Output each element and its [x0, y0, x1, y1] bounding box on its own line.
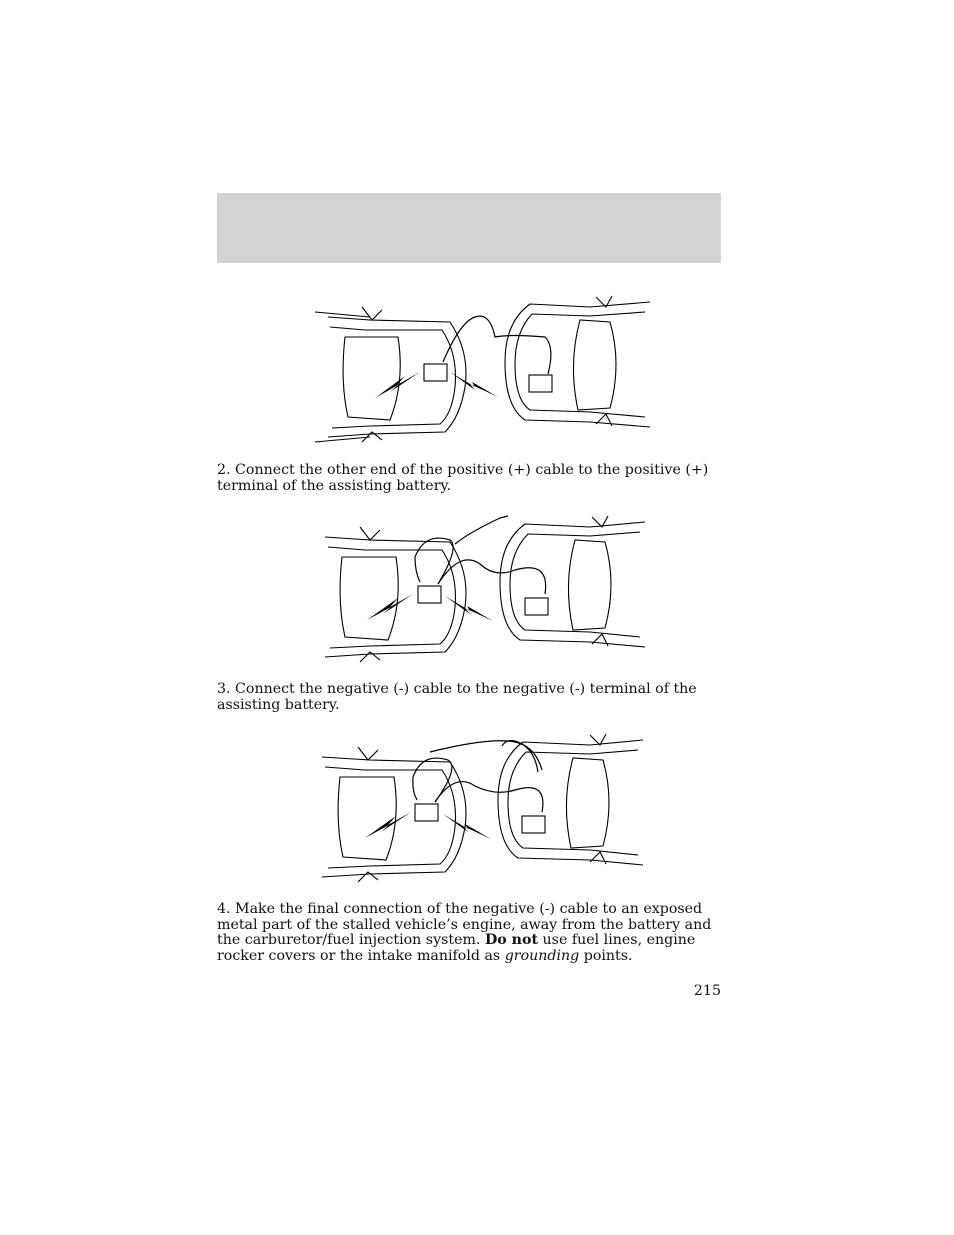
- jump-start-cars-diagram: [310, 732, 655, 887]
- step-3-text: 3. Connect the negative (-) cable to the negative (-) terminal of the assisting battery.: [217, 681, 697, 713]
- page-number: 215: [693, 983, 721, 999]
- step-4-text-part: 4. Make the final connection of the negative (-) cable to an exposed metal part of the stalled vehicle’s engine, away from the battery and the carburetor/fuel injection system.: [217, 901, 712, 949]
- spark-icon: [367, 594, 413, 620]
- jump-start-cars-diagram: [310, 512, 655, 667]
- stalled-battery-icon: [418, 586, 441, 603]
- positive-cable: [435, 782, 543, 812]
- spark-icon: [450, 372, 498, 397]
- figure-step-3: [310, 732, 655, 887]
- step-4-text-part: use fuel lines, engine rocker covers or the intake manifold as: [217, 932, 696, 964]
- spark-icon: [445, 596, 493, 621]
- stalled-battery-icon: [424, 364, 447, 381]
- step-4-text: [217, 902, 717, 964]
- spark-icon: [365, 812, 411, 838]
- stalled-car: [322, 747, 466, 882]
- negative-cable: [430, 741, 542, 770]
- negative-cable: [455, 516, 508, 544]
- figure-step-1: [310, 292, 655, 447]
- positive-cable: [413, 758, 452, 802]
- stalled-battery-icon: [415, 804, 438, 821]
- step-2-text: 2. Connect the other end of the positive (+) cable to the positive (+) terminal of the assisting battery.: [217, 462, 709, 494]
- assisting-battery-icon: [525, 598, 548, 615]
- step-4-text-part: points.: [579, 947, 633, 964]
- positive-cable: [443, 316, 551, 374]
- jump-start-cars-diagram: [310, 292, 655, 447]
- positive-cable: [438, 560, 546, 594]
- positive-cable: [415, 538, 453, 584]
- assisting-car: [500, 516, 645, 647]
- stalled-car: [325, 527, 466, 662]
- spark-icon: [443, 814, 491, 839]
- negative-cable: [502, 740, 538, 772]
- step-4-warning: Do not: [484, 932, 539, 949]
- header-band: [217, 193, 721, 263]
- assisting-battery-icon: [529, 375, 552, 392]
- step-4-emphasis: grounding: [504, 947, 580, 964]
- assisting-car: [498, 734, 643, 865]
- figure-step-2: [310, 512, 655, 667]
- assisting-battery-icon: [522, 816, 545, 833]
- assisting-car: [505, 296, 650, 427]
